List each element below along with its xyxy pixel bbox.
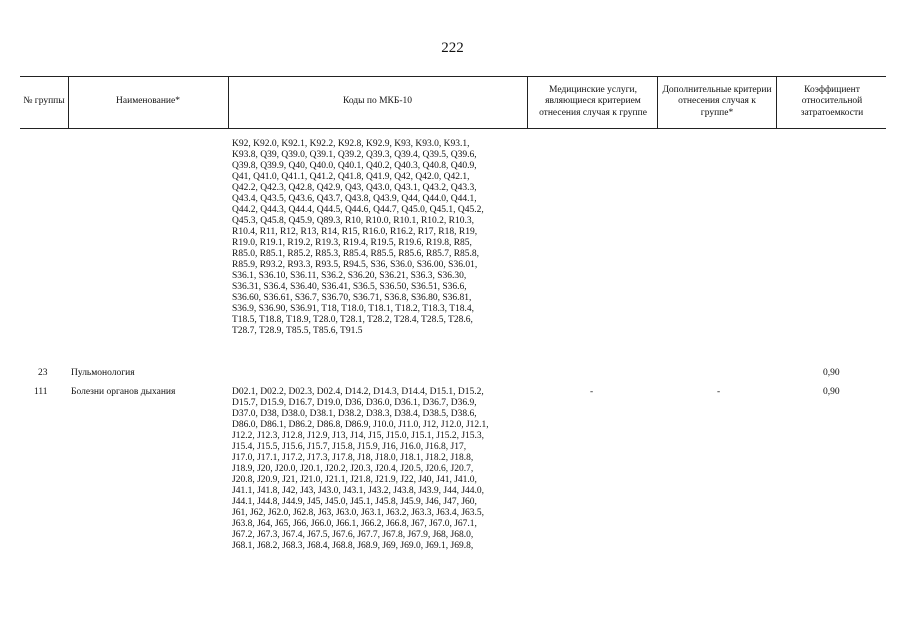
code-line: K92, K92.0, K92.1, K92.2, K92.8, K92.9, K93, K93.0, K93.1, [232, 139, 470, 149]
header-divider [68, 76, 69, 128]
header-icd-codes: Коды по МКБ-10 [342, 96, 413, 107]
header-divider [527, 76, 528, 128]
header-name: Наименование* [116, 96, 180, 107]
header-additional-criteria: Дополнительные критерии отнесения случая к группе* [662, 84, 772, 118]
code-line: R85.9, R93.2, R93.3, R93.5, R94.5, S36, S36.0, S36.00, S36.01, [232, 260, 478, 270]
code-line: S36.31, S36.4, S36.40, S36.41, S36.5, S36.50, S36.51, S36.6, [232, 282, 467, 292]
code-line: J20.8, J20.9, J21, J21.0, J21.1, J21.8, J21.9, J22, J40, J41, J41.0, [232, 475, 477, 485]
code-line: Q41, Q41.0, Q41.1, Q41.2, Q41.8, Q41.9, Q42, Q42.0, Q42.1, [232, 172, 470, 182]
code-line: K93.8, Q39, Q39.0, Q39.1, Q39.2, Q39.3, Q39.4, Q39.5, Q39.6, [232, 150, 477, 160]
code-line: S36.9, S36.90, S36.91, T18, T18.0, T18.1, T18.2, T18.3, T18.4, [232, 304, 475, 314]
code-line: J18.9, J20, J20.0, J20.1, J20.2, J20.3, J20.4, J20.5, J20.6, J20.7, [232, 464, 474, 474]
code-line: Q44.2, Q44.3, Q44.4, Q44.5, Q44.6, Q44.7, Q45.0, Q45.1, Q45.2, [232, 205, 484, 215]
section-coefficient: 0,90 [823, 368, 840, 378]
code-line: Q39.8, Q39.9, Q40, Q40.0, Q40.1, Q40.2, Q40.3, Q40.8, Q40.9, [232, 161, 477, 171]
section-name: Пульмонология [71, 368, 135, 378]
header-divider [657, 76, 658, 128]
header-divider [228, 76, 229, 128]
code-line: J67.2, J67.3, J67.4, J67.5, J67.6, J67.7, J67.8, J67.9, J68, J68.0, [232, 530, 474, 540]
code-line: D02.1, D02.2, D02.3, D02.4, D14.2, D14.3, D14.4, D15.1, D15.2, [232, 387, 484, 397]
code-line: J17.0, J17.1, J17.2, J17.3, J17.8, J18, J18.0, J18.1, J18.2, J18.8, [232, 453, 474, 463]
code-line: D86.0, D86.1, D86.2, D86.8, D86.9, J10.0, J11.0, J12, J12.0, J12.1, [232, 420, 489, 430]
code-line: S36.60, S36.61, S36.7, S36.70, S36.71, S36.8, S36.80, S36.81, [232, 293, 472, 303]
code-line: J44.1, J44.8, J44.9, J45, J45.0, J45.1, J45.8, J45.9, J46, J47, J60, [232, 497, 477, 507]
code-line: R85.0, R85.1, R85.2, R85.3, R85.4, R85.5, R85.6, R85.7, R85.8, [232, 249, 480, 259]
header-medical-services: Медицинские услуги, являющиеся критерием отнесения случая к группе [539, 84, 647, 118]
section-number: 23 [38, 368, 48, 378]
code-line: Q45.3, Q45.8, Q45.9, Q89.3, R10, R10.0, R10.1, R10.2, R10.3, [232, 216, 474, 226]
code-line: T18.5, T18.8, T18.9, T28.0, T28.1, T28.2, T28.4, T28.5, T28.6, [232, 315, 473, 325]
row-medical-services: - [590, 387, 594, 397]
code-line: T28.7, T28.9, T85.5, T85.6, T91.5 [232, 326, 363, 336]
code-line: R10.4, R11, R12, R13, R14, R15, R16.0, R16.2, R17, R18, R19, [232, 227, 478, 237]
row-number: 111 [34, 387, 48, 397]
code-line: Q43.4, Q43.5, Q43.6, Q43.7, Q43.8, Q43.9, Q44, Q44.0, Q44.1, [232, 194, 477, 204]
header-group-number: № группы [23, 96, 65, 107]
code-line: J15.4, J15.5, J15.6, J15.7, J15.8, J15.9, J16, J16.0, J16.8, J17, [232, 442, 467, 452]
code-line: R19.0, R19.1, R19.2, R19.3, R19.4, R19.5, R19.6, R19.8, R85, [232, 238, 472, 248]
code-line: J68.1, J68.2, J68.3, J68.4, J68.8, J68.9, J69, J69.0, J69.1, J69.8, [232, 541, 474, 551]
code-line: S36.1, S36.10, S36.11, S36.2, S36.20, S36.21, S36.3, S36.30, [232, 271, 467, 281]
row-coefficient: 0,90 [823, 387, 840, 397]
row-name: Болезни органов дыхания [71, 387, 176, 397]
code-line: D15.7, D15.9, D16.7, D19.0, D36, D36.0, D36.1, D36.7, D36.9, [232, 398, 477, 408]
code-line: J61, J62, J62.0, J62.8, J63, J63.0, J63.1, J63.2, J63.3, J63.4, J63.5, [232, 508, 485, 518]
header-divider [776, 76, 777, 128]
row-additional-criteria: - [717, 387, 721, 397]
code-line: D37.0, D38, D38.0, D38.1, D38.2, D38.3, D38.4, D38.5, D38.6, [232, 409, 477, 419]
header-top-border [20, 76, 886, 77]
code-line: J63.8, J64, J65, J66, J66.0, J66.1, J66.2, J66.8, J67, J67.0, J67.1, [232, 519, 477, 529]
page-number: 222 [441, 40, 464, 56]
header-coefficient: Коэффициент относительной затратоемкости [800, 84, 864, 118]
header-bottom-border [20, 128, 886, 129]
continuation-codes-block [232, 139, 532, 337]
row-codes-block [232, 387, 532, 552]
code-line: Q42.2, Q42.3, Q42.8, Q42.9, Q43, Q43.0, Q43.1, Q43.2, Q43.3, [232, 183, 477, 193]
code-line: J12.2, J12.3, J12.8, J12.9, J13, J14, J15, J15.0, J15.1, J15.2, J15.3, [232, 431, 485, 441]
code-line: J41.1, J41.8, J42, J43, J43.0, J43.1, J43.2, J43.8, J43.9, J44, J44.0, [232, 486, 485, 496]
